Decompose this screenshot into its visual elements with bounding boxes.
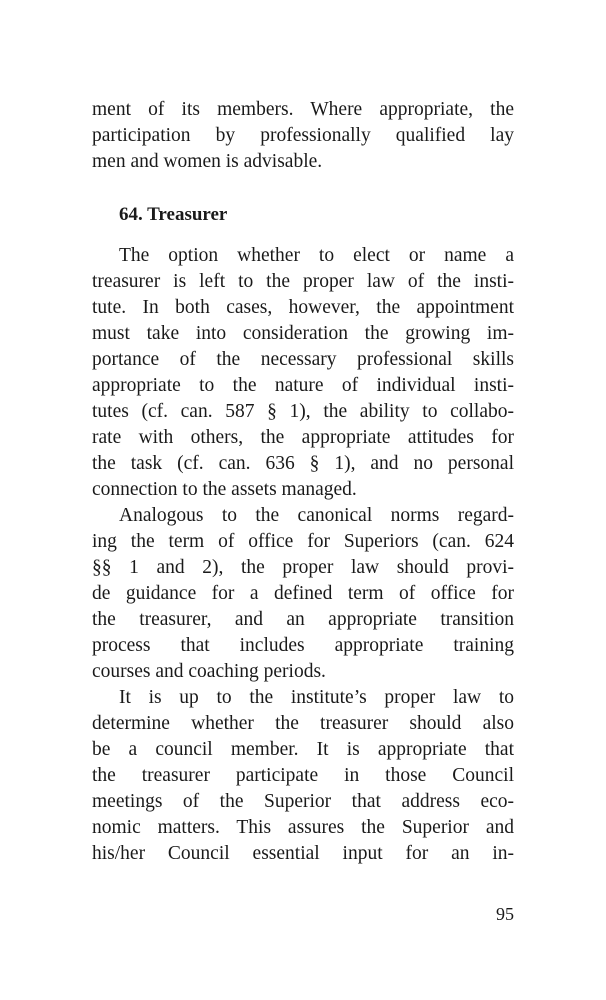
text-line: The option whether to elect or name a: [119, 245, 514, 266]
section-heading: 64. Treasurer: [119, 204, 228, 225]
text-line: tute. In both cases, however, the appointment: [92, 297, 514, 318]
text-line: §§ 1 and 2), the proper law should provi-: [92, 557, 514, 578]
text-line: tutes (cf. can. 587 § 1), the ability to collabo-: [92, 401, 514, 422]
text-line: portance of the necessary professional skills: [92, 349, 514, 370]
text-line: process that includes appropriate training: [92, 635, 514, 656]
paragraph-3: [92, 685, 514, 867]
text-line: men and women is advisable.: [92, 151, 323, 172]
text-line: courses and coaching periods.: [92, 661, 326, 682]
text-line: de guidance for a defined term of office for: [92, 583, 514, 604]
text-line: the treasurer, and an appropriate transition: [92, 609, 514, 630]
page-body: [92, 97, 514, 867]
text-line: his/her Council essential input for an in-: [92, 843, 514, 864]
text-line: treasurer is left to the proper law of the insti-: [92, 271, 514, 292]
text-line: ing the term of office for Superiors (can. 624: [92, 531, 514, 552]
text-line: It is up to the institute’s proper law to: [119, 687, 514, 708]
text-line: must take into consideration the growing im-: [92, 323, 514, 344]
continuation-paragraph: [92, 97, 514, 175]
text-line: ment of its members. Where appropriate, the: [92, 99, 514, 120]
text-line: the treasurer participate in those Council: [92, 765, 514, 786]
text-line: appropriate to the nature of individual insti-: [92, 375, 514, 396]
page-number: 95: [496, 904, 514, 924]
text-line: the task (cf. can. 636 § 1), and no personal: [92, 453, 514, 474]
text-line: Analogous to the canonical norms regard-: [119, 505, 514, 526]
paragraph-1: [92, 243, 514, 503]
text-line: connection to the assets managed.: [92, 479, 357, 500]
text-line: meetings of the Superior that address eco-: [92, 791, 514, 812]
text-line: be a council member. It is appropriate that: [92, 739, 514, 760]
text-line: determine whether the treasurer should also: [92, 713, 514, 734]
text-line: rate with others, the appropriate attitudes for: [92, 427, 514, 448]
text-line: participation by professionally qualified lay: [92, 125, 514, 146]
text-line: nomic matters. This assures the Superior and: [92, 817, 514, 838]
paragraph-2: [92, 503, 514, 685]
